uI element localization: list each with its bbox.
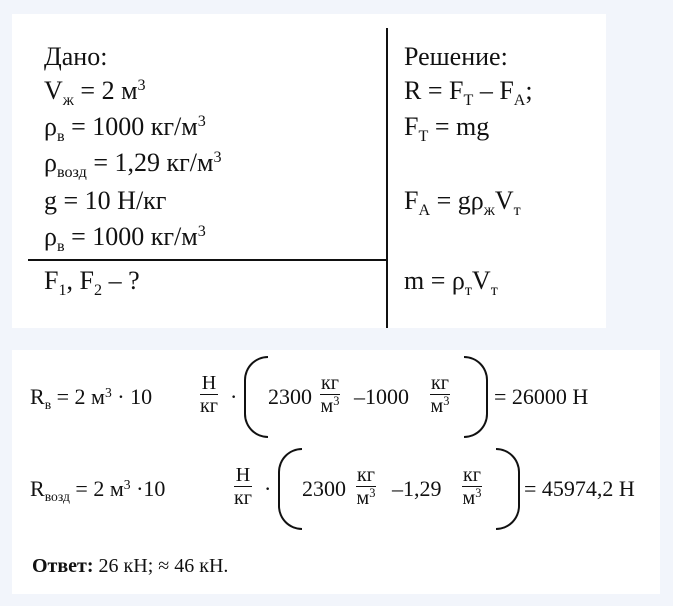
- given-volume: $V_ж = 2$ $м^3$: [44, 76, 146, 109]
- find-forces: $F_1$, $F_2$ – ?: [44, 266, 140, 299]
- mass-eq: $m = \rho_тV_т$: [404, 266, 498, 299]
- calculation-panel: $R_в = 2$ $м^3 \cdot 10$ Н кг · 2300 кг $м^3$ –1000 кг $м^3$ = 26000 Н $R_{возд} = 2$ $м^3 \cdot 10$ Н кг · 2300 кг $м^3$ –1,29 кг $м^3$ = 45974,2 Н Ответ: 26 кН; ≈ 46 кН.: [12, 350, 660, 594]
- given-water-density: $\rho_в = 1000$ $кг/м^3$: [44, 112, 206, 145]
- given-solution-panel: [12, 14, 606, 328]
- column-divider: [386, 28, 388, 328]
- archimedes-force-eq: $F_A = g\rho_жV_т$: [404, 186, 521, 219]
- given-gravity: g = 10 Н/кг: [44, 186, 167, 215]
- answer-line: Ответ: 26 кН; ≈ 46 кН.: [32, 555, 229, 577]
- gravity-force-eq: $F_T$ = mg: [404, 112, 490, 145]
- resultant-force-eq: $R = F_T - F_A$;: [404, 76, 533, 109]
- given-find-divider: [28, 259, 388, 261]
- given-water-density-2: $\rho_в = 1000$ $кг/м^3$: [44, 222, 206, 255]
- given-air-density: $\rho_{возд} = 1,29$ $кг/м^3$: [44, 148, 222, 181]
- given-title: Дано:: [44, 42, 108, 71]
- solution-title: Решение:: [404, 42, 508, 71]
